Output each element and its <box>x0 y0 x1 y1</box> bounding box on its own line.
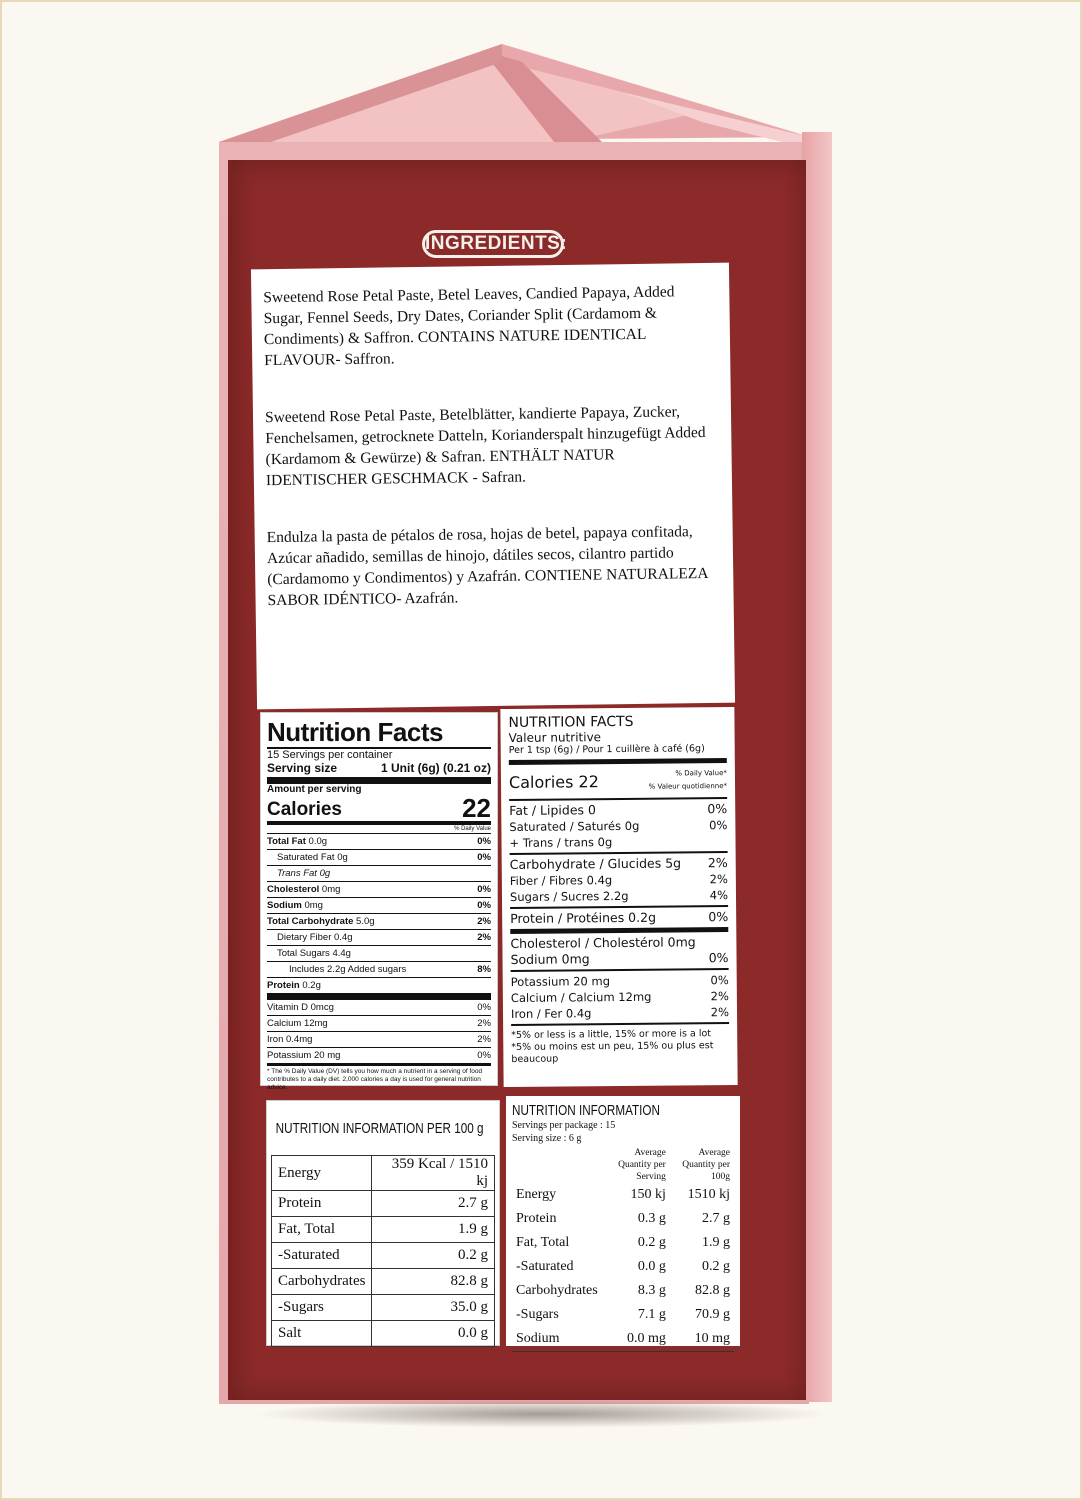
us-serving-value: 1 Unit (6g) (0.21 oz) <box>380 761 491 775</box>
ca-chol-group: Cholesterol / Cholestérol 0mg Sodium 0mg 0% <box>510 932 728 972</box>
ca-footnote-1: *5% or less is a little, 15% or more is a lot <box>511 1028 712 1041</box>
au-table <box>512 1147 734 1352</box>
us-dv-head: % Daily Value <box>267 825 491 834</box>
ca-dv2: % Valeur quotidienne* <box>648 782 728 791</box>
ca-footnote-2: *5% ou moins est un peu, 15% ou plus est beaucoup <box>511 1040 714 1065</box>
ca-fat-group: Fat / Lipides 0 0% Saturated / Saturés 0g 0% + Trans / trans 0g <box>509 799 727 855</box>
us-calories-row <box>267 795 491 825</box>
table-row: -Saturated 0.2 g <box>272 1243 495 1269</box>
us-footnote: * The % Daily Value (DV) tells you how much a nutrient in a serving of food contributes to a daily diet. 2,000 calories a day is used for general nutrition advice. <box>267 1063 491 1092</box>
ca-protein-group: Protein / Protéines 0.2g 0% <box>510 907 728 934</box>
table-row: Salt 0.0 g <box>272 1321 495 1347</box>
box-shadow <box>252 1400 832 1428</box>
table-row: -Sugars 35.0 g <box>272 1295 495 1321</box>
ca-nutrition-facts <box>500 707 737 1087</box>
ingredients-heading: INGREDIENTS: <box>422 230 564 258</box>
us-calories-label: Calories <box>267 799 342 820</box>
au-serving-size: Serving size : 6 g <box>512 1133 582 1144</box>
table-row: Fat, Total 1.9 g <box>272 1217 495 1243</box>
au-col-100g: Average Quantity per 100g <box>682 1148 730 1182</box>
us-amount: Amount per serving <box>267 784 362 795</box>
us-row: Calcium 12mg 2% <box>267 1016 491 1032</box>
us-row: Protein 0.2g <box>267 978 491 1000</box>
us-nutrition-facts <box>260 712 498 1091</box>
table-row: Sodium 0.0 mg 10 mg <box>512 1327 734 1351</box>
ca-subtitle: Valeur nutritive <box>508 730 602 745</box>
ca-carb-group: Carbohydrate / Glucides 5g 2% Fiber / Fibres 0.4g 2% Sugars / Sucres 2.2g 4% <box>510 853 728 909</box>
ingredients-box <box>251 263 735 710</box>
us-row: Trans Fat 0g <box>267 866 491 882</box>
table-row: Carbohydrates 8.3 g 82.8 g <box>516 1283 730 1298</box>
box-side <box>802 132 832 1402</box>
table-row: Energy 150 kj 1510 kj <box>516 1187 730 1202</box>
us-servings: 15 Servings per container <box>267 749 393 761</box>
us-row: Vitamin D 0mcg 0% <box>267 1000 491 1016</box>
us-calories-value: 22 <box>462 793 491 823</box>
us-row: Includes 2.2g Added sugars 8% <box>267 962 491 978</box>
us-row: Saturated Fat 0g 0% <box>267 850 491 866</box>
ca-title: NUTRITION FACTS <box>508 713 634 731</box>
ca-per: Per 1 tsp (6g) / Pour 1 cuillère à café (6g) <box>509 743 727 765</box>
ingredients-spanish: Endulza la pasta de pétalos de rosa, hojas de betel, papaya confitada, Azúcar añadido, semillas de hinojo, dátiles secos, cilantro partido (Cardamomo y Condimentos) y Azafrán. CONTIENE NATURALEZA SABOR IDÉNTICO- Azafrán. <box>266 523 708 610</box>
ingredients-english: Sweetend Rose Petal Paste, Betel Leaves, Candied Papaya, Added Sugar, Fennel Seeds, Dry Dates, Coriander Split (Cardamom & Condiments) & Saffron. CONTAINS NATURE IDENTICAL FLAVOUR- Saffron. <box>263 283 675 370</box>
us-serving-label: Serving size <box>267 761 338 775</box>
table-row: Protein 0.3 g 2.7 g <box>516 1211 730 1226</box>
ca-minerals-group: Potassium 20 mg 0% Calcium / Calcium 12mg 2% Iron / Fer 0.4g 2% <box>511 970 729 1026</box>
table-row: Fat, Total 0.2 g 1.9 g <box>516 1235 730 1250</box>
us-row: Total Sugars 4.4g <box>267 946 491 962</box>
us-row: Cholesterol 0mg 0% <box>267 882 491 898</box>
us-title: Nutrition Facts <box>267 717 491 749</box>
ca-calories: Calories 22 <box>508 771 599 792</box>
table-row: Carbohydrates 82.8 g <box>272 1269 495 1295</box>
us-serving-size <box>267 761 491 784</box>
au-col-serving: Average Quantity per Serving <box>618 1148 666 1182</box>
us-row: Sodium 0mg 0% <box>267 898 491 914</box>
table-row: Protein 2.7 g <box>272 1191 495 1217</box>
ca-dv1: % Daily Value* <box>675 769 727 778</box>
uk-nutrition-info <box>266 1100 500 1346</box>
us-row: Total Carbohydrate 5.0g 2% <box>267 914 491 930</box>
au-nutrition-info <box>506 1096 740 1346</box>
us-row: Dietary Fiber 0.4g 2% <box>267 930 491 946</box>
table-row: -Saturated 0.0 g 0.2 g <box>516 1259 730 1274</box>
us-row: Iron 0.4mg 2% <box>267 1032 491 1048</box>
us-row: Potassium 20 mg 0% <box>267 1050 491 1061</box>
ca-calories-row <box>509 763 727 801</box>
table-row: -Sugars 7.1 g 70.9 g <box>516 1307 730 1322</box>
table-row: Energy 359 Kcal / 1510 kj <box>272 1156 495 1191</box>
uk-title: NUTRITION INFORMATION PER 100 g <box>275 1120 484 1137</box>
us-row: Total Fat 0.0g 0% <box>267 834 491 850</box>
uk-table <box>271 1155 495 1347</box>
au-servings: Servings per package : 15 <box>512 1120 616 1131</box>
au-title: NUTRITION INFORMATION <box>512 1102 660 1119</box>
ingredients-german: Sweetend Rose Petal Paste, Betelblätter, kandierte Papaya, Zucker, Fenchelsamen, getrocknete Datteln, Korianderspalt hinzugefügt Added (Kardamom & Gewürze) & Safran. ENTHÄLT NATUR IDENTISCHER GESCHMACK - Safran. <box>264 403 706 490</box>
